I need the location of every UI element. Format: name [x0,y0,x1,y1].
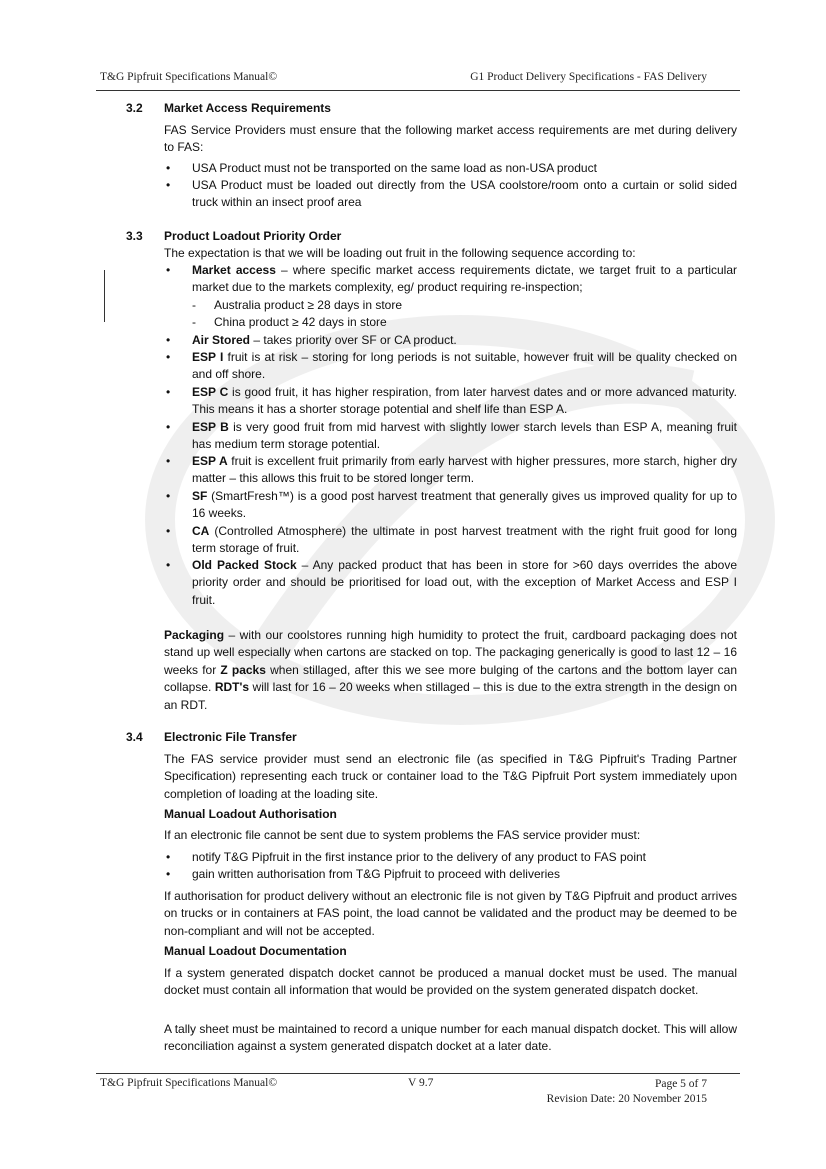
section-title: Electronic File Transfer [164,730,297,744]
footer-manual-title: T&G Pipfruit Specifications Manual© [100,1077,278,1089]
packaging-text: when stillaged, after this we see more bulging of the cartons and the bottom layer can collapse. [164,662,738,695]
term-ca: CA [192,524,210,538]
manual-authorisation-paragraph: If authorisation for product delivery without an electronic file is not given by T&G Pipfruit and product arrives on trucks or in containers at FAS point, the load cannot be validated and the product may be deemed to be non-compliant and will not be accepted. [164,889,737,938]
footer-revision-date: Revision Date: 20 November 2015 [546,1093,707,1105]
section-3-2-heading [126,101,331,115]
section-number: 3.3 [126,229,143,243]
list-item-text: is very good fruit from mid harvest with slightly lower starch levels than ESP A, meaning fruit has medium term storage potential. [192,420,737,452]
section-3-4-intro: The FAS service provider must send an electronic file (as specified in T&G Pipfruit's Trading Partner Specification) representing each truck or container load to the T&G Pipfruit Port system immediately upon completion of loading at the loading site. [164,752,737,801]
list-item-text: notify T&G Pipfruit in the first instance prior to the delivery of any product to FAS point [192,850,647,864]
term-esp-i: ESP I [192,350,224,364]
section-number: 3.4 [126,730,143,744]
manual-authorisation-intro: If an electronic file cannot be sent due to system problems the FAS service provider must: [164,828,641,842]
packaging-text: will last for 16 – 20 weeks when stillaged – this is due to the extra strength in the design on an RDT. [164,680,737,712]
header-divider [96,90,740,91]
list-item: • SF (SmartFresh™) is a good post harvest treatment that generally gives us improved quality for up to 16 weeks. [166,489,737,521]
list-item-text: is good fruit, it has higher respiration, from later harvest dates and or more advanced maturity. This means it has a shorter storage potential and shelf life than ESP A. [192,385,737,417]
list-item: • CA (Controlled Atmosphere) the ultimate in post harvest treatment with the right fruit good for long term storage of fruit. [166,524,737,556]
list-item: • gain written authorisation from T&G Pipfruit to proceed with deliveries [164,866,737,883]
sub-list-item: - China product ≥ 42 days in store [192,315,387,329]
list-item-text: gain written authorisation from T&G Pipfruit to proceed with deliveries [192,867,560,881]
term-esp-c: ESP C [192,385,229,399]
list-item-text: fruit is excellent fruit primarily from early harvest with higher pressures, more starch, higher dry matter – this allows this fruit to be stored longer term. [192,454,737,486]
sub-list-item-text: China product ≥ 42 days in store [214,315,387,329]
sub-list-item-text: Australia product ≥ 28 days in store [214,298,403,312]
section-3-3-intro: The expectation is that we will be loading out fruit in the following sequence according to: [164,246,636,260]
list-item-text: (SmartFresh™) is a good post harvest treatment that generally gives us improved quality for up to 16 weeks. [192,489,737,521]
list-item-text: USA Product must be loaded out directly from the USA coolstore/room onto a curtain or solid sided truck within an insect proof area [192,178,737,210]
packaging-text: – with our coolstores running high humidity to protect the fruit, cardboard packaging does not stand up well especially when cartons are stacked on top. The packaging generically is good to last 12 – 16 weeks for [164,628,737,677]
section-3-3-heading [126,229,341,243]
list-item: • USA Product must be loaded out directly from the USA coolstore/room onto a curtain or solid sided truck within an insect proof area [164,177,737,212]
term-rdts: RDT's [214,680,250,695]
term-esp-a: ESP A [192,454,228,468]
revision-change-bar [104,270,105,322]
list-item: • ESP A fruit is excellent fruit primarily from early harvest with higher pressures, more starch, higher dry matter – this allows this fruit to be stored longer term. [166,454,737,486]
list-item: • USA Product must not be transported on the same load as non-USA product [164,160,737,177]
section-3-4-heading [126,730,297,744]
manual-documentation-paragraph: If a system generated dispatch docket cannot be produced a manual docket must be used. The manual docket must contain all information that would be provided on the system generated dispatch docket. [164,966,737,998]
list-item-text: fruit is at risk – storing for long periods is not suitable, however fruit will be quality checked on and off shore. [192,350,737,382]
section-number: 3.2 [126,101,143,115]
footer-page-number: Page 5 of 7 [654,1078,707,1090]
section-title: Product Loadout Priority Order [164,229,342,243]
footer-divider [96,1073,740,1074]
term-air-stored: Air Stored [192,333,251,347]
header-manual-title: T&G Pipfruit Specifications Manual© [100,71,278,83]
list-item-text: USA Product must not be transported on the same load as non-USA product [192,161,597,175]
list-item-text: (Controlled Atmosphere) the ultimate in post harvest treatment with the right fruit good for long term storage of fruit. [192,524,737,556]
term-esp-b: ESP B [192,420,229,434]
list-item: • Air Stored – takes priority over SF or CA product. [166,333,457,347]
manual-loadout-documentation-heading: Manual Loadout Documentation [164,944,347,958]
section-3-2-intro: FAS Service Providers must ensure that the following market access requirements are met during delivery to FAS: [164,123,737,155]
tally-sheet-paragraph: A tally sheet must be maintained to record a unique number for each manual dispatch docket. This will allow reconciliation against a system generated dispatch docket at a later date. [164,1022,737,1054]
list-item: • ESP I fruit is at risk – storing for long periods is not suitable, however fruit will be quality checked on and off shore. [166,350,737,382]
manual-loadout-authorisation-heading: Manual Loadout Authorisation [164,807,337,821]
list-item: • Market access – where specific market access requirements dictate, we target fruit to a particular market due to the markets complexity, eg/ product requiring re-inspection; [166,263,738,295]
footer-version: V 9.7 [408,1077,434,1089]
section-title: Market Access Requirements [164,101,331,115]
list-item: • ESP B is very good fruit from mid harvest with slightly lower starch levels than ESP A, meaning fruit has medium term storage potential. [166,420,737,452]
list-item-text: – Any packed product that has been in store for >60 days overrides the above priority order and should be prioritised for load out, with the exception of Market Access and ESP I fruit. [192,558,738,607]
list-item: • Old Packed Stock – Any packed product that has been in store for >60 days overrides the above priority order and should be prioritised for load out, with the exception of Market Access and ESP I fruit. [166,558,738,607]
term-old-packed-stock: Old Packed Stock [192,558,297,572]
list-item-text: – takes priority over SF or CA product. [250,333,457,347]
header-section-title: G1 Product Delivery Specifications - FAS Delivery [470,71,707,83]
term-packaging: Packaging [164,628,225,642]
footer-page-info [540,1077,707,1107]
term-z-packs: Z packs [220,662,266,677]
sub-list-item: - Australia product ≥ 28 days in store [192,298,403,312]
list-item: • ESP C is good fruit, it has higher respiration, from later harvest dates and or more advanced maturity. This means it has a shorter storage potential and shelf life than ESP A. [166,385,737,417]
list-item-text: – where specific market access requirements dictate, we target fruit to a particular market due to the markets complexity, eg/ product requiring re-inspection; [192,263,738,295]
list-item: • notify T&G Pipfruit in the first instance prior to the delivery of any product to FAS point [164,849,737,866]
term-sf: SF [192,489,208,503]
term-market-access: Market access [192,263,276,277]
packaging-paragraph [164,627,737,714]
